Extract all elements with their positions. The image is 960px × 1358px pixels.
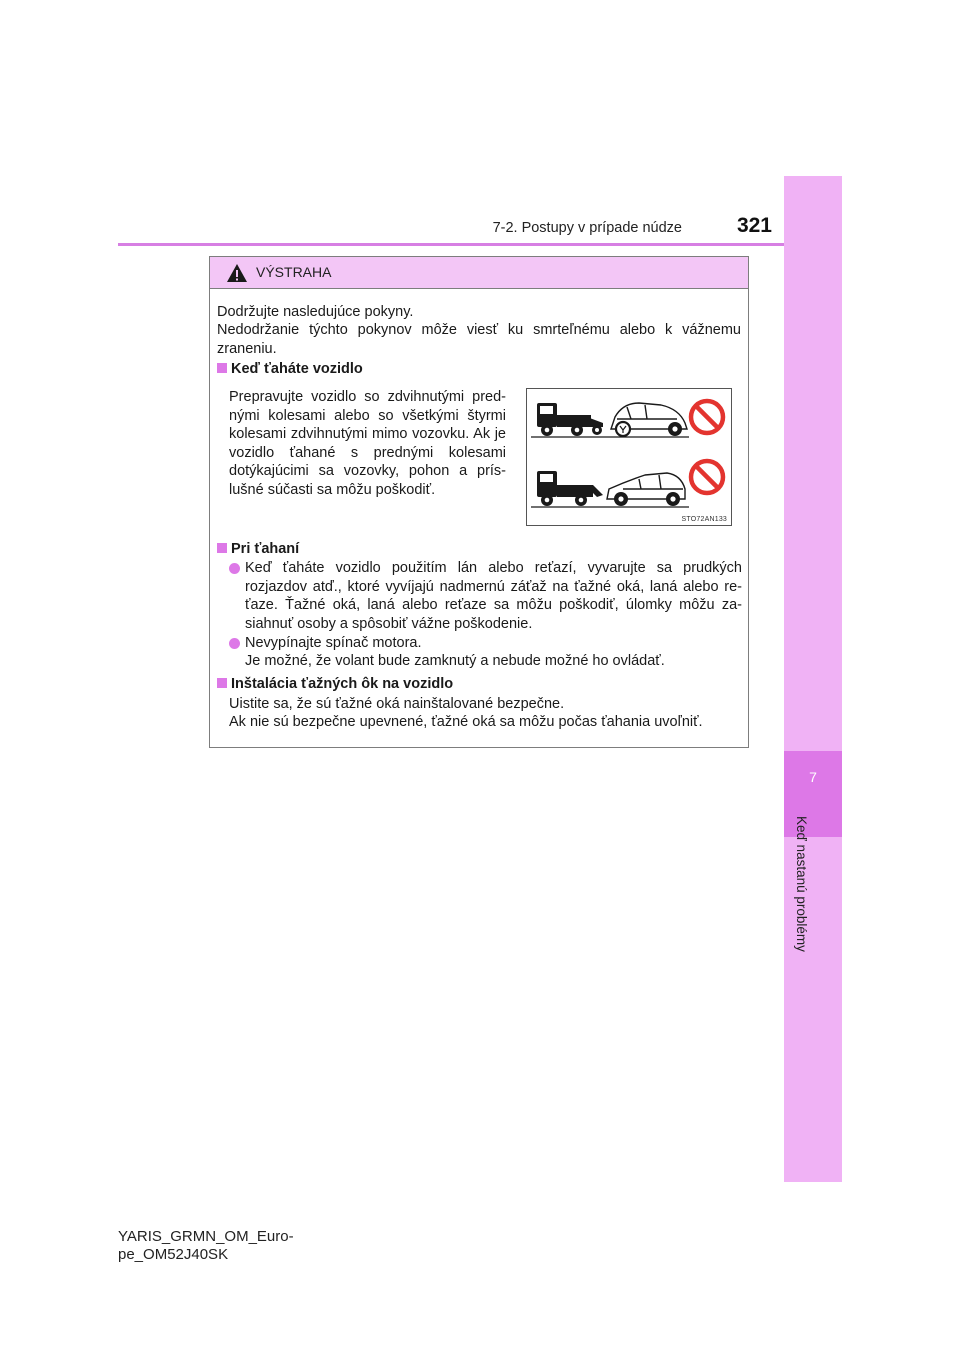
tow-eye-line2: Ak nie sú bezpečne upevnené, ťažné oká sa môžu počas ťahania uvoľniť.: [229, 714, 703, 730]
square-bullet-icon: [217, 678, 227, 688]
warning-intro-line1: Dodržujte nasledujúce pokyny.: [217, 304, 414, 320]
square-bullet-icon: [217, 543, 227, 553]
towing-illustration: [526, 388, 732, 526]
figure-code: STO72AN133: [681, 516, 727, 523]
warning-triangle-icon: [226, 263, 248, 283]
warning-title: VÝSTRAHA: [256, 264, 332, 280]
towing-bullet-1: Keď ťaháte vozidlo použitím lán alebo reťazí, vyvarujte sa prudkých rozjazdov atď., ktoré vyvíjajú nadmernú záťaž na ťažné oká, laná alebo re-ťaze. Ťažné oká, laná alebo reťaze sa môžu poškodiť, úlomky môžu za-siahnuť osoby a spôsobiť vážne poškodenie.: [245, 560, 742, 632]
warning-intro-line2: Nedodržanie týchto pokynov môže viesť ku smrteľnému alebo k vážnemu zraneniu.: [217, 322, 741, 357]
warning-box: [209, 256, 749, 748]
chapter-number: 7: [809, 769, 817, 785]
warning-header: [210, 257, 748, 289]
chapter-side-tab: [784, 176, 842, 1182]
page-number: 321: [736, 214, 772, 237]
section-title: 7-2. Postupy v prípade núdze: [492, 220, 682, 236]
chapter-title: Keď nastanú problémy: [794, 816, 809, 952]
section-heading-during-towing: Pri ťahaní: [217, 541, 299, 557]
tow-truck-illustration: [527, 389, 731, 525]
tow-eye-line1: Uistite sa, že sú ťažné oká nainštalované bezpečne.: [229, 696, 565, 712]
section-heading-tow-eye-install: Inštalácia ťažných ôk na vozidlo: [217, 676, 453, 692]
chapter-number-tab[interactable]: [784, 751, 842, 837]
header-rule: [118, 243, 784, 246]
round-bullet-icon: [229, 563, 240, 574]
section-heading-towing: Keď ťaháte vozidlo: [217, 361, 363, 377]
square-bullet-icon: [217, 363, 227, 373]
towing-bullet-2-continuation: Je možné, že volant bude zamknutý a nebude možné ho ovládať.: [245, 653, 665, 669]
footer-manual-code-line1: YARIS_GRMN_OM_Euro-: [118, 1228, 294, 1245]
round-bullet-icon: [229, 638, 240, 649]
towing-bullet-2: Nevypínajte spínač motora.: [245, 635, 422, 651]
towing-instructions-text: Prepravujte vozidlo so zdvihnutými pred-nými kolesami alebo so všetkými štyrmi kolesami zdvihnutými mimo vozovku. Ak je vozidlo ťahané s prednými kolesami dotýkajúcimi sa vozovky, pohon a prís-lušné súčasti sa môžu poškodiť.: [229, 389, 506, 498]
footer-manual-code-line2: pe_OM52J40SK: [118, 1246, 229, 1263]
